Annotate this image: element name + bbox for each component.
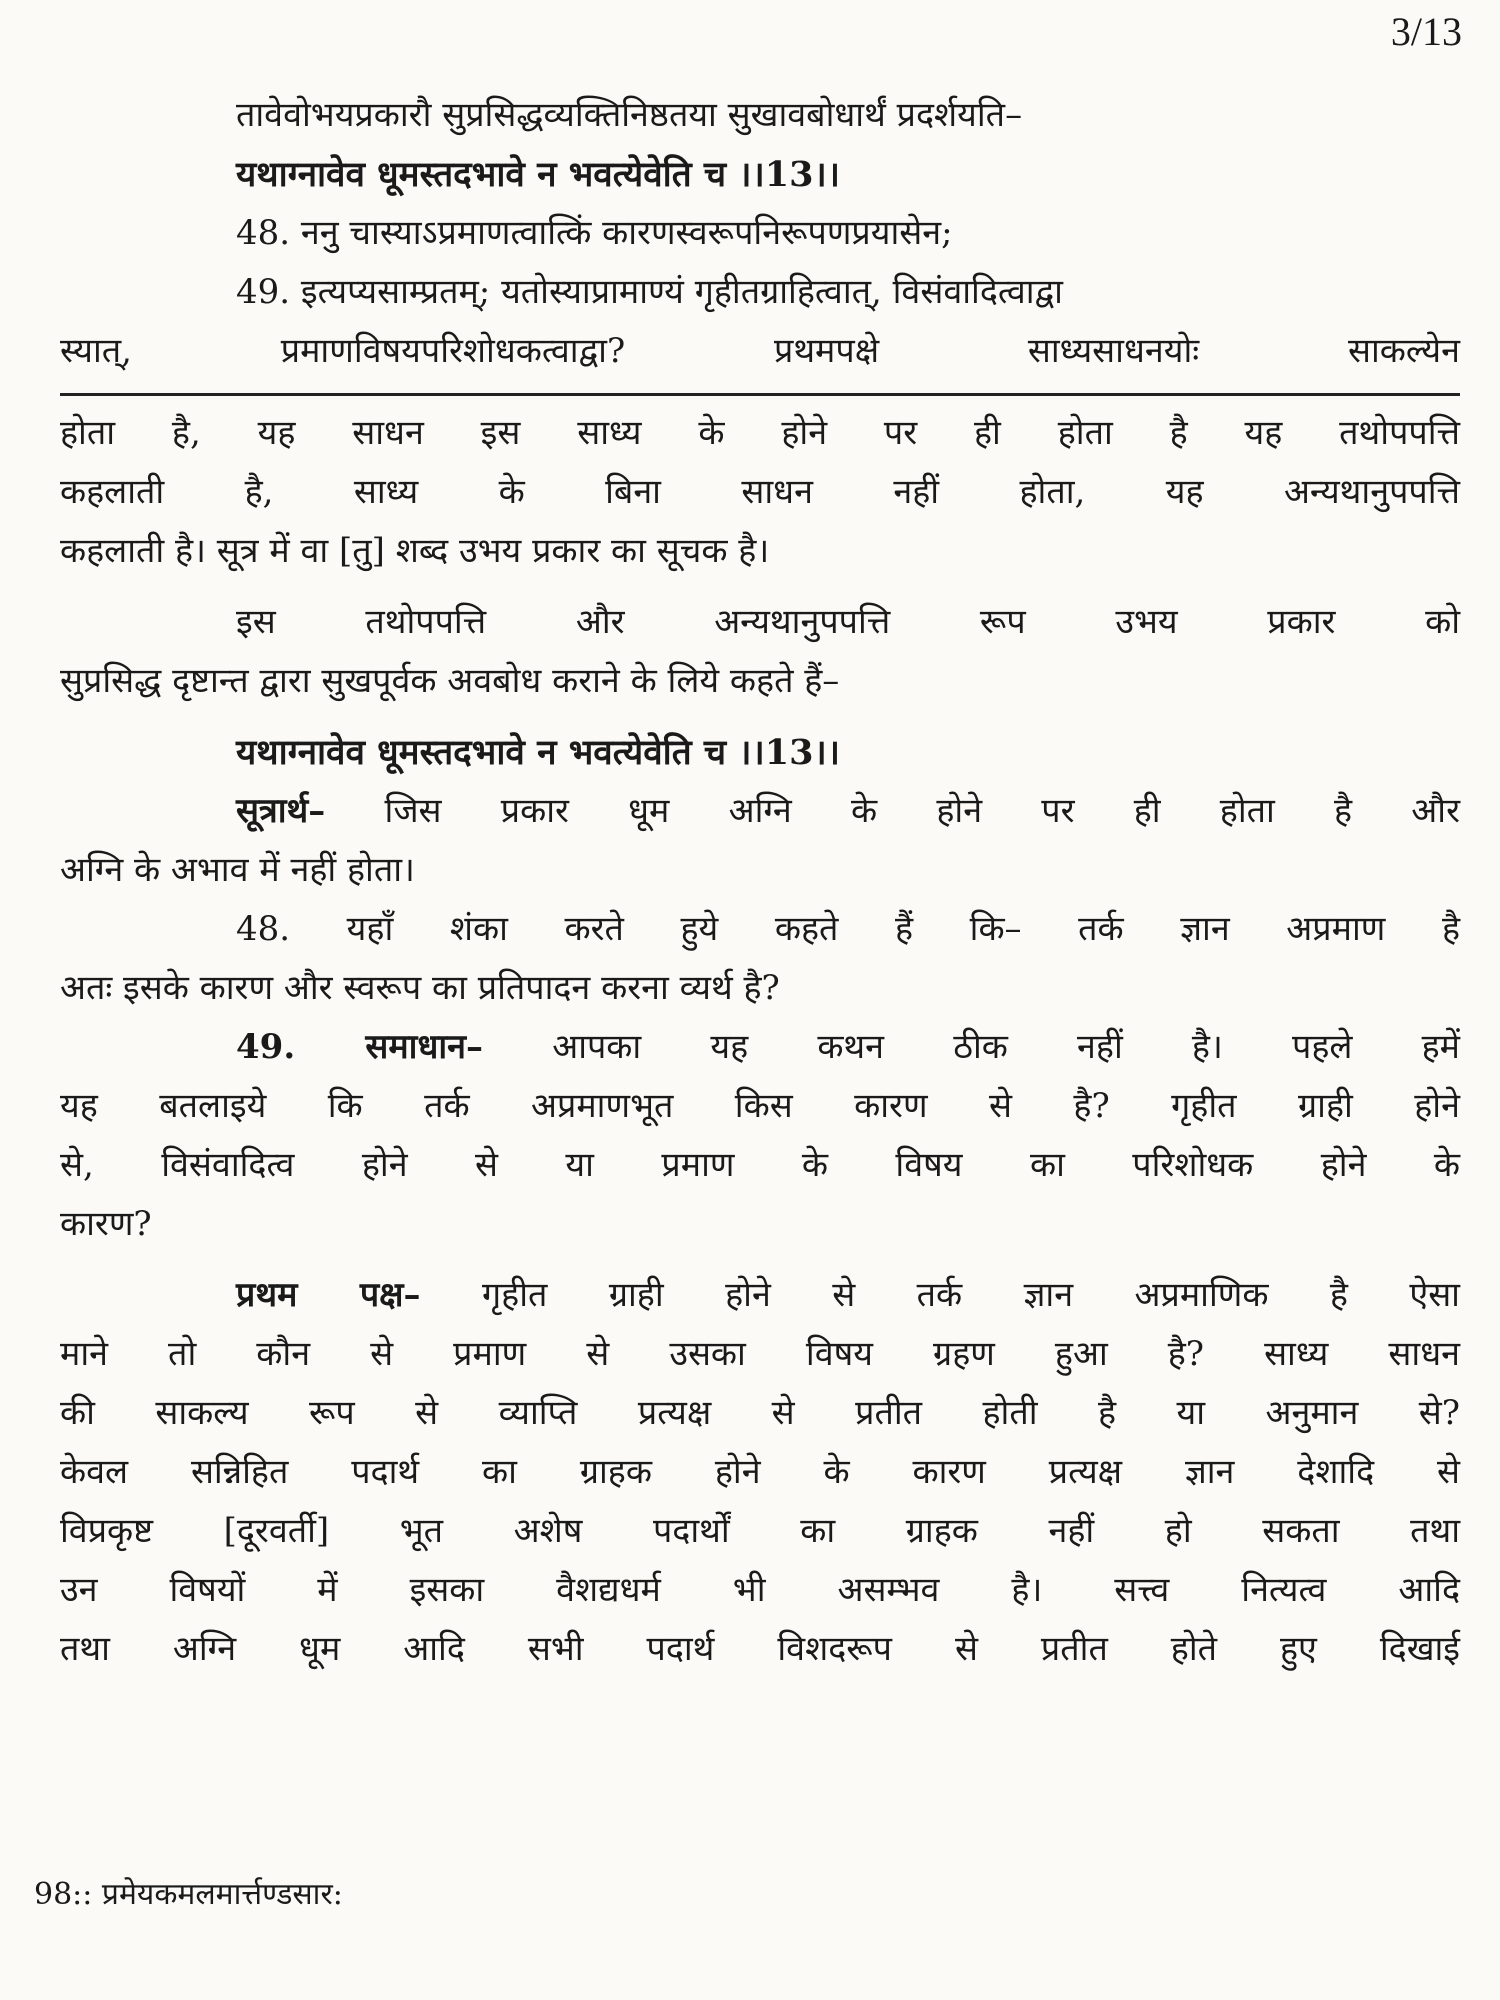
para-48-line-1: 48. यहाँ शंका करते हुये कहते हैं कि– तर्क ज्ञान अप्रमाण है [236,909,1460,949]
page-footer: 98:: प्रमेयकमलमार्त्तण्डसार: [34,1877,343,1912]
prathama-text-1: गृहीत ग्राही होने से तर्क ज्ञान अप्रमाणिक है ऐसा [482,1275,1460,1315]
para-49-line-3: से, विसंवादित्व होने से या प्रमाण के विषय का परिशोधक होने के [60,1145,1460,1185]
sanskrit-para-49-line2: स्यात्, प्रमाणविषयपरिशोधकत्वाद्वा? प्रथमपक्षे साध्यसाधनयोः साकल्येन [60,331,1460,371]
hindi-line-5: सुप्रसिद्ध दृष्टान्त द्वारा सुखपूर्वक अवबोध कराने के लिये कहते हैं– [60,661,840,701]
hindi-line-3: कहलाती है। सूत्र में वा [तु] शब्द उभय प्रकार का सूचक है। [60,531,770,571]
page-content [60,86,1460,1679]
sanskrit-para-49-line1: 49. इत्यप्यसाम्प्रतम्; यतोस्याप्रामाण्यं गृहीतग्राहित्वात्, विसंवादित्वाद्वा [236,272,1063,312]
prathama-label: प्रथम पक्ष– [236,1275,421,1315]
hindi-line-4: इस तथोपपत्ति और अन्यथानुपपत्ति रूप उभय प्रकार को [236,602,1460,642]
prathama-line-2: माने तो कौन से प्रमाण से उसका विषय ग्रहण हुआ है? साध्य साधन [60,1334,1460,1374]
prathama-line-4: केवल सन्निहित पदार्थ का ग्राहक होने के कारण प्रत्यक्ष ज्ञान देशादि से [60,1452,1460,1492]
hindi-line-2: कहलाती है, साध्य के बिना साधन नहीं होता, यह अन्यथानुपपत्ति [60,472,1460,512]
section-divider [60,393,1460,396]
sutrartha-line-1 [60,782,1460,841]
prathama-line-6: उन विषयों में इसका वैशद्यधर्म भी असम्भव है। सत्त्व नित्यत्व आदि [60,1570,1460,1610]
sanskrit-sutra: यथाग्नावेव धूमस्तदभावे न भवत्येवेति च ।।13।। [236,154,841,195]
sanskrit-intro: तावेवोभयप्रकारौ सुप्रसिद्धव्यक्तिनिष्ठतया सुखावबोधार्थं प्रदर्शयति– [236,95,1023,135]
prathama-line-1 [60,1266,1460,1325]
hindi-line-1: होता है, यह साधन इस साध्य के होने पर ही होता है यह तथोपपत्ति [60,413,1460,453]
sutrartha-label: सूत्रार्थ– [236,791,326,831]
prathama-line-3: की साकल्य रूप से व्याप्ति प्रत्यक्ष से प्रतीत होती है या अनुमान से? [60,1393,1460,1433]
samadhan-label: 49. समाधान– [236,1027,484,1067]
hindi-sutra: यथाग्नावेव धूमस्तदभावे न भवत्येवेति च ।।13।। [236,732,841,773]
para-49-line-1 [60,1018,1460,1077]
prathama-line-5: विप्रकृष्ट [दूरवर्ती] भूत अशेष पदार्थों का ग्राहक नहीं हो सकता तथा [60,1511,1460,1551]
sutrartha-line-2: अग्नि के अभाव में नहीं होता। [60,850,415,890]
prathama-line-7: तथा अग्नि धूम आदि सभी पदार्थ विशदरूप से प्रतीत होते हुए दिखाई [60,1629,1460,1669]
para-49-line-2: यह बतलाइये कि तर्क अप्रमाणभूत किस कारण से है? गृहीत ग्राही होने [60,1086,1460,1126]
page-number: 3/13 [1390,9,1462,54]
para-48-line-2: अतः इसके कारण और स्वरूप का प्रतिपादन करना व्यर्थ है? [60,968,780,1008]
para-49-text-1: आपका यह कथन ठीक नहीं है। पहले हमें [552,1027,1460,1067]
sanskrit-para-48: 48. ननु चास्याऽप्रमाणत्वात्किं कारणस्वरूपनिरूपणप्रयासेन; [236,213,953,253]
para-49-line-4: कारण? [60,1204,152,1244]
sutrartha-text-1: जिस प्रकार धूम अग्नि के होने पर ही होता है और [384,791,1460,831]
